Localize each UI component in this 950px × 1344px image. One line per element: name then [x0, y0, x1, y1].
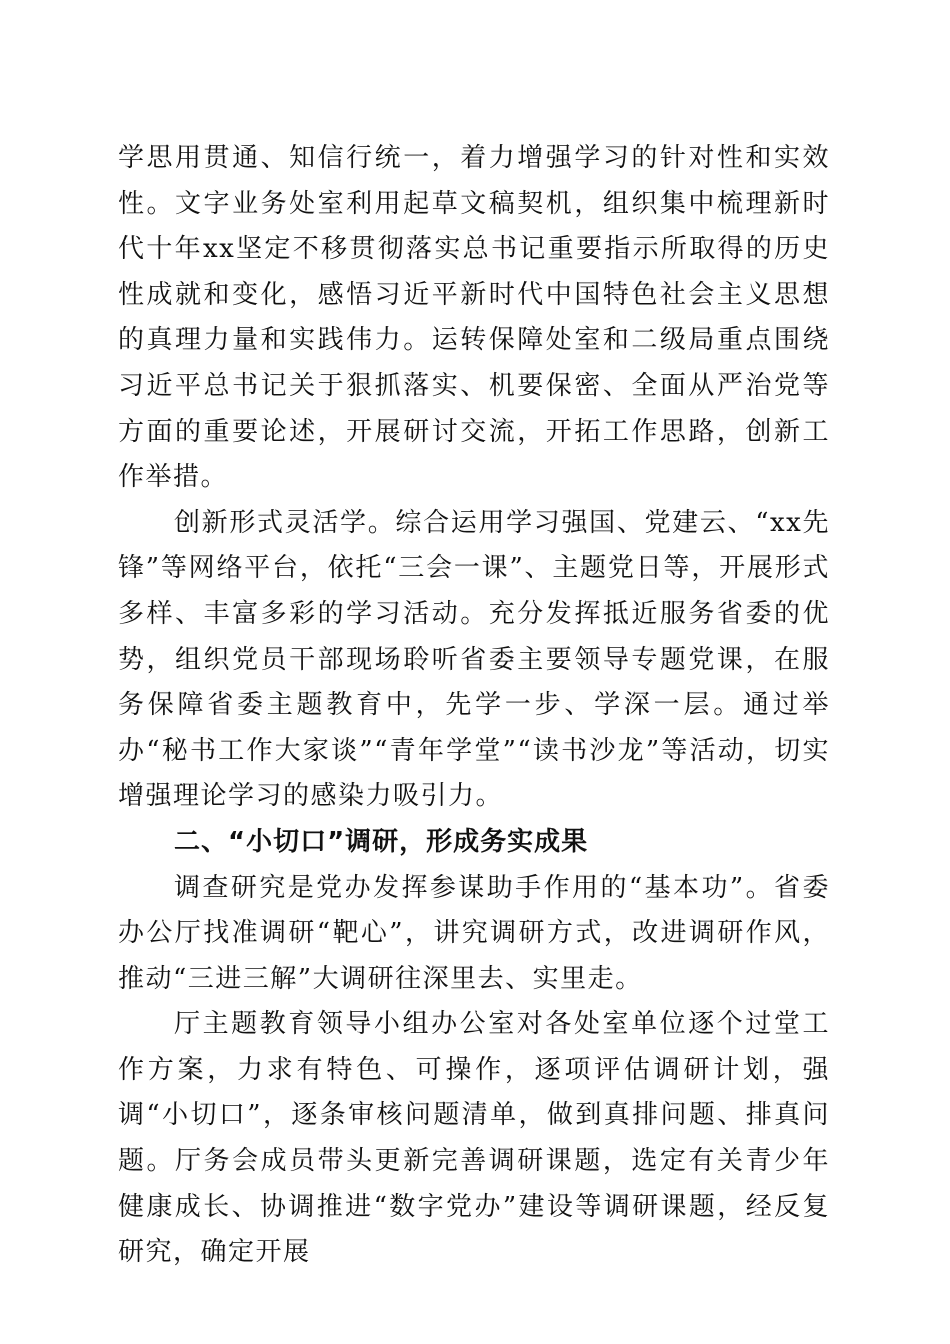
section-heading-research: 二、“小切口”调研，形成务实成果	[174, 826, 589, 857]
paragraph-continuation: 学思用贯通、知信行统一，着力增强学习的针对性和实效性。文字业务处室利用起草文稿契机，组织集中梳理新时代十年xx坚定不移贯彻落实总书记重要指示所取得的历史性成就和变化，感悟习近平新时代中国特色社会主义思想的真理力量和实践伟力。运转保障处室和二级局重点围绕习近平总书记关于狠抓落实、机要保密、全面从严治党等方面的重要论述，开展研讨交流，开拓工作思路，创新工作举措。	[118, 143, 830, 493]
paragraph-innovative-learning: 创新形式灵活学。综合运用学习强国、党建云、“xx先锋”等网络平台，依托“三会一课”、主题党日等，开展形式多样、丰富多彩的学习活动。充分发挥抵近服务省委的优势，组织党员干部现场聆听省委主要领导专题党课，在服务保障省委主题教育中，先学一步、学深一层。通过举办“秘书工作大家谈”“青年学堂”“读书沙龙”等活动，切实增强理论学习的感染力吸引力。	[118, 507, 830, 812]
paragraph-research-plan: 厅主题教育领导小组办公室对各处室单位逐个过堂工作方案，力求有特色、可操作，逐项评估调研计划，强调“小切口”，逐条审核问题清单，做到真排问题、排真问题。厅务会成员带头更新完善调研课题，选定有关青少年健康成长、协调推进“数字党办”建设等调研课题，经反复研究，确定开展	[118, 1009, 830, 1268]
paragraph-research-intro: 调查研究是党办发挥参谋助手作用的“基本功”。省委办公厅找准调研“靶心”，讲究调研方式，改进调研作风，推动“三进三解”大调研往深里去、实里走。	[118, 872, 830, 994]
document-page	[118, 136, 830, 1276]
